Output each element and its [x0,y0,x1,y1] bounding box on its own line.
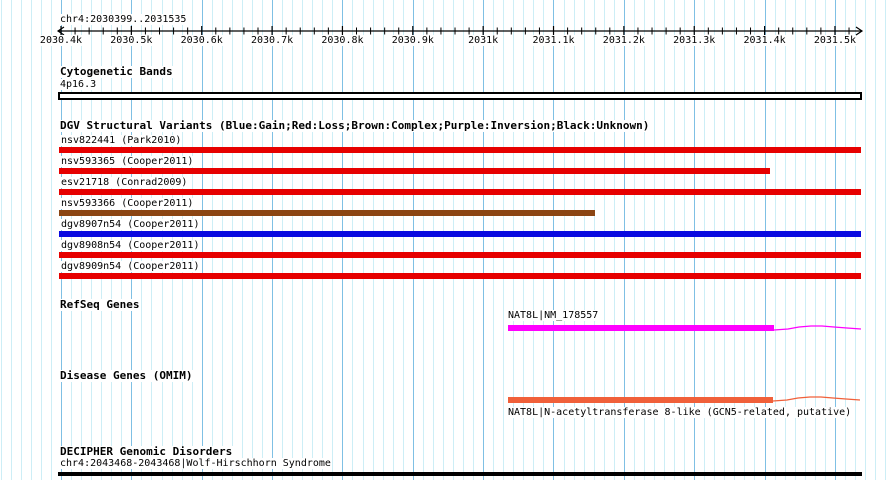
gridline [885,0,886,480]
cytoband-rect[interactable] [58,92,862,100]
axis-tick-label: 2030.4k [39,35,83,46]
gridline [393,0,394,480]
dgv-track-label: dgv8907n54 (Cooper2011) [61,219,200,230]
axis-tick-label: 2031.4k [743,35,786,46]
gridline [413,0,414,480]
gridline [21,0,22,480]
dgv-track-label: esv21718 (Conrad2009) [61,177,188,188]
axis-tick-label: 2031.1k [532,35,575,46]
gridline [855,0,856,480]
gridline [363,0,364,480]
gridline [433,0,434,480]
gridline [503,0,504,480]
section-header-refseq-genes: RefSeq Genes [60,298,140,311]
gridline [865,0,866,480]
gridline [262,0,263,480]
gridline [352,0,353,480]
dgv-variant-bar[interactable] [59,210,595,216]
dgv-track-label: dgv8909n54 (Cooper2011) [61,261,200,272]
gridline [332,0,333,480]
dgv-variant-bar[interactable] [59,252,861,258]
gridline [272,0,273,480]
dgv-variant-bar[interactable] [59,273,861,279]
gridline [31,0,32,480]
axis-tick-label: 2031.5k [813,35,857,46]
refseq-gene-bar[interactable] [508,325,774,331]
dgv-variant-bar[interactable] [59,168,770,174]
dgv-variant-bar[interactable] [59,147,861,153]
gridline [493,0,494,480]
gridline [383,0,384,480]
decipher-entry-label: chr4:2043468-2043468|Wolf-Hirschhorn Syndrome [60,458,331,469]
gridline [212,0,213,480]
axis-tick-label: 2030.9k [391,35,434,46]
axis-tick-label: 2030.6k [180,35,223,46]
gridline [282,0,283,480]
section-header-dgv-variants: DGV Structural Variants (Blue:Gain;Red:Loss;Brown:Complex;Purple:Inversion;Black:Unknown) [60,119,650,132]
gridline [312,0,313,480]
dgv-variant-bar[interactable] [59,231,861,237]
axis-tick-label: 2030.7k [251,35,294,46]
decipher-region-bar[interactable] [58,472,862,476]
axis-tick-label: 2031k [468,35,499,46]
section-header-decipher: DECIPHER Genomic Disorders [60,445,233,458]
refseq-gene-label: NAT8L|NM_178557 [508,310,599,321]
gridline [292,0,293,480]
gridline [302,0,303,480]
gridline [342,0,343,480]
gridline [875,0,876,480]
gridline [463,0,464,480]
gridline [222,0,223,480]
gridline [403,0,404,480]
axis-tick-label: 2031.3k [673,35,716,46]
region-title: chr4:2030399..2031535 [60,14,187,25]
axis-tick-label: 2030.5k [110,35,153,46]
gridline [252,0,253,480]
gridline [453,0,454,480]
gridline [242,0,243,480]
gridline [232,0,233,480]
dgv-track-label: nsv593366 (Cooper2011) [61,198,194,209]
gridline [1,0,2,480]
omim-gene-label: NAT8L|N-acetyltransferase 8-like (GCN5-related, putative) [508,407,852,418]
gridline [423,0,424,480]
dgv-track-label: nsv822441 (Park2010) [61,135,182,146]
dgv-track-label: nsv593365 (Cooper2011) [61,156,194,167]
gridline [443,0,444,480]
gridline [322,0,323,480]
axis-tick-label: 2030.8k [321,35,364,46]
gridline [373,0,374,480]
gridline [41,0,42,480]
section-header-disease-genes-omim: Disease Genes (OMIM) [60,369,193,382]
dgv-variant-bar[interactable] [59,189,861,195]
axis-tick-label: 2031.2k [602,35,645,46]
section-header-cytogenetic-bands: Cytogenetic Bands [60,65,173,78]
gridline [11,0,12,480]
cytoband-label: 4p16.3 [60,79,97,90]
dgv-track-label: dgv8908n54 (Cooper2011) [61,240,200,251]
gridline [51,0,52,480]
gridline [483,0,484,480]
gridline [473,0,474,480]
omim-gene-bar[interactable] [508,397,773,403]
gridline [202,0,203,480]
